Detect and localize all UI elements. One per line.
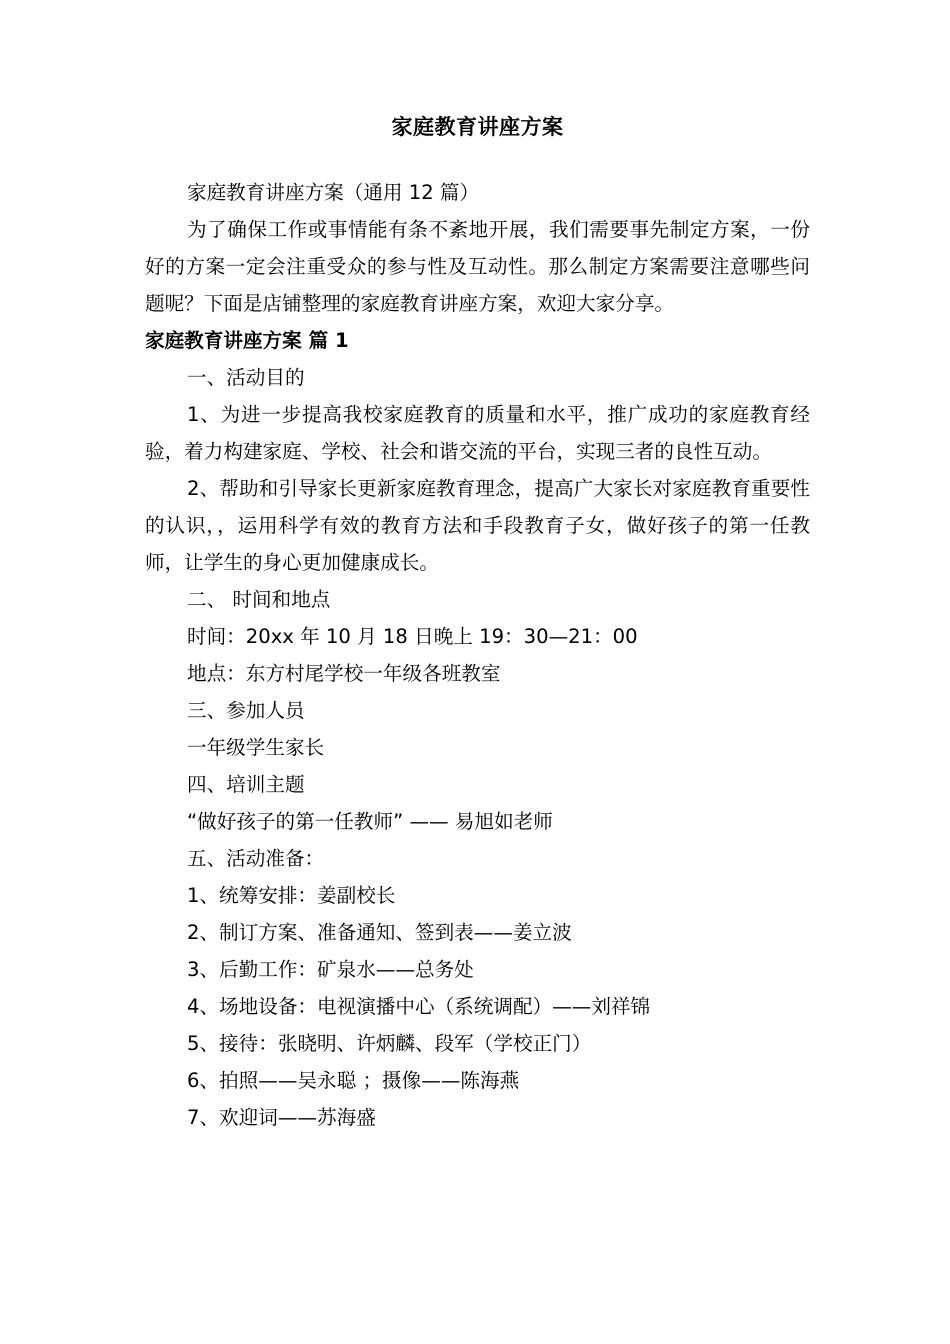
prep-item-3: 3、后勤工作：矿泉水——总务处 [187,958,474,981]
time-place-heading: 二、 时间和地点 [187,588,331,611]
prep-item-2: 2、制订方案、准备通知、签到表——姜立波 [187,921,572,944]
prep-item-7: 7、欢迎词——苏海盛 [187,1106,376,1129]
prep-item-4: 4、场地设备：电视演播中心（系统调配）——刘祥锦 [187,995,651,1018]
goal-heading: 一、活动目的 [187,366,305,389]
prep-item-1: 1、统筹安排：姜副校长 [187,884,396,907]
participants-line: 一年级学生家长 [187,736,325,759]
prep-heading: 五、活动准备： [187,847,325,870]
participants-heading: 三、参加人员 [187,699,305,722]
subtitle: 家庭教育讲座方案（通用 12 篇） [187,181,480,204]
goal-paragraph-1: 1、为进一步提高我校家庭教育的质量和水平，推广成功的家庭教育经验，着力构建家庭、学校、社会和谐交流的平台，实现三者的良性互动。 [145,403,810,463]
goal-paragraph-2: 2、帮助和引导家长更新家庭教育理念，提高广大家长对家庭教育重要性的认识，，运用科学有效的教育方法和手段教育子女，做好孩子的第一任教师，让学生的身心更加健康成长。 [145,477,810,574]
theme-line: “做好孩子的第一任教师” —— 易旭如老师 [187,810,553,833]
prep-item-5: 5、接待：张晓明、许炳麟、段军（学校正门） [187,1032,592,1055]
section-heading: 家庭教育讲座方案 篇 1 [145,329,349,352]
theme-heading: 四、培训主题 [187,773,305,796]
document-title: 家庭教育讲座方案 [391,115,564,139]
intro-paragraph: 为了确保工作或事情能有条不紊地开展，我们需要事先制定方案，一份好的方案一定会注重受众的参与性及互动性。那么制定方案需要注意哪些问题呢？下面是店铺整理的家庭教育讲座方案，欢迎大家分享。 [145,218,810,315]
place-line: 地点：东方村尾学校一年级各班教室 [187,662,501,685]
time-line: 时间：20xx 年 10 月 18 日晚上 19：30—21：00 [187,625,638,648]
document-body [145,174,810,1136]
prep-item-6: 6、拍照——吴永聪 ；摄像——陈海燕 [187,1069,520,1092]
